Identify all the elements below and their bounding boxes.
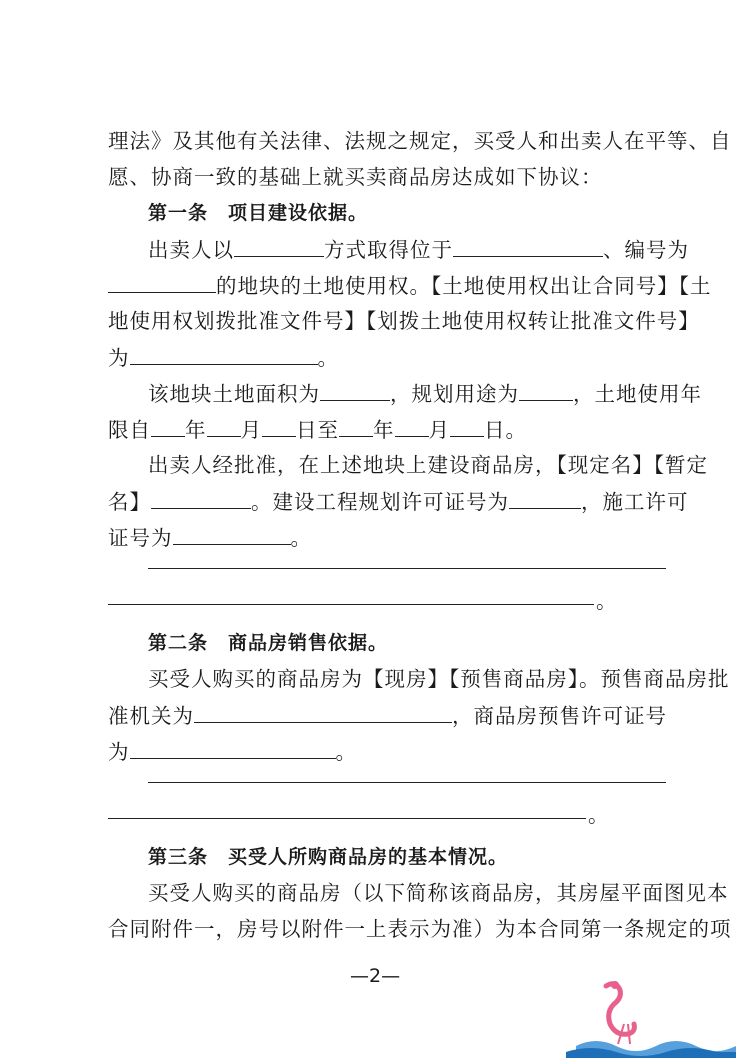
text-span: 月	[240, 418, 262, 442]
text-span: ，施工许可	[581, 490, 689, 514]
blank-field[interactable]	[453, 236, 603, 257]
text-span: 年	[373, 418, 395, 442]
text-line	[108, 738, 357, 765]
text-span: 年	[185, 418, 207, 442]
text-span: 限自	[108, 418, 151, 442]
text-span: 。	[335, 740, 357, 764]
blank-field[interactable]	[207, 416, 241, 437]
blank-line[interactable]	[148, 782, 666, 783]
text-line: 合同附件一，房号以附件一上表示为准）为本合同第一条规定的项	[108, 917, 732, 941]
flamingo-logo-icon	[566, 978, 736, 1058]
text-span: 。	[317, 346, 339, 370]
blank-field[interactable]	[450, 416, 484, 437]
blank-line[interactable]	[148, 568, 666, 569]
blank-field[interactable]	[395, 416, 429, 437]
text-line	[148, 380, 702, 407]
text-line: 出卖人经批准，在上述地块上建设商品房，【现定名】【暂定	[148, 453, 708, 477]
text-line: 买受人购买的商品房为【现房】【预售商品房】。预售商品房批	[148, 667, 730, 691]
text-span: 月	[428, 418, 450, 442]
blank-field[interactable]	[173, 524, 291, 545]
blank-field[interactable]	[519, 380, 573, 401]
blank-field[interactable]	[234, 236, 324, 257]
article-3-title: 第三条 买受人所购商品房的基本情况。	[148, 846, 509, 868]
text-line: 买受人购买的商品房（以下简称该商品房，其房屋平面图见本	[148, 881, 729, 905]
text-span: ，商品房预售许可证号	[452, 704, 667, 728]
article-1-title: 第一条 项目建设依据。	[148, 202, 369, 224]
text-span: 。	[290, 526, 312, 550]
text-line	[108, 702, 667, 729]
blank-field[interactable]	[262, 416, 296, 437]
text-span: 日。	[484, 418, 527, 442]
blank-line[interactable]	[108, 604, 594, 605]
text-span: 、编号为	[603, 238, 689, 262]
blank-field[interactable]	[509, 488, 581, 509]
text-line	[148, 236, 689, 263]
text-span: 的地块的土地使用权。【土地使用权出让合同号】【土	[216, 274, 712, 298]
text-span: 准机关为	[108, 704, 194, 728]
text-span: 日至	[296, 418, 339, 442]
text-span: 出卖人以	[148, 238, 234, 262]
text-line	[108, 524, 312, 551]
text-span: ，规划用途为	[390, 382, 519, 406]
blank-field[interactable]	[151, 488, 251, 509]
period-mark: 。	[596, 589, 618, 613]
text-span: 证号为	[108, 526, 173, 550]
text-span: 名】	[108, 490, 151, 514]
text-line: 地使用权划拨批准文件号】【划拨土地使用权转让批准文件号】	[108, 309, 700, 333]
text-line	[108, 488, 689, 515]
blank-field[interactable]	[151, 416, 185, 437]
text-span: 为	[108, 740, 130, 764]
blank-field[interactable]	[320, 380, 390, 401]
text-span: 。建设工程规划许可证号为	[251, 490, 509, 514]
text-span: 为	[108, 346, 130, 370]
blank-field[interactable]	[194, 702, 452, 723]
blank-field[interactable]	[130, 738, 336, 759]
text-span: 方式取得位于	[324, 238, 453, 262]
text-span: ，土地使用年	[573, 382, 702, 406]
blank-line[interactable]	[108, 818, 586, 819]
text-line: 愿、协商一致的基础上就买卖商品房达成如下协议：	[108, 165, 603, 189]
text-line	[108, 344, 339, 371]
blank-field[interactable]	[339, 416, 373, 437]
text-line	[108, 416, 527, 443]
page-number: —2—	[350, 965, 401, 987]
text-span: 该地块土地面积为	[148, 382, 320, 406]
blank-field[interactable]	[130, 344, 318, 365]
text-line: 理法》及其他有关法律、法规之规定，买受人和出卖人在平等、自	[108, 129, 732, 153]
text-line	[108, 272, 712, 299]
blank-field[interactable]	[108, 272, 216, 293]
article-2-title: 第二条 商品房销售依据。	[148, 632, 389, 654]
period-mark: 。	[588, 803, 610, 827]
